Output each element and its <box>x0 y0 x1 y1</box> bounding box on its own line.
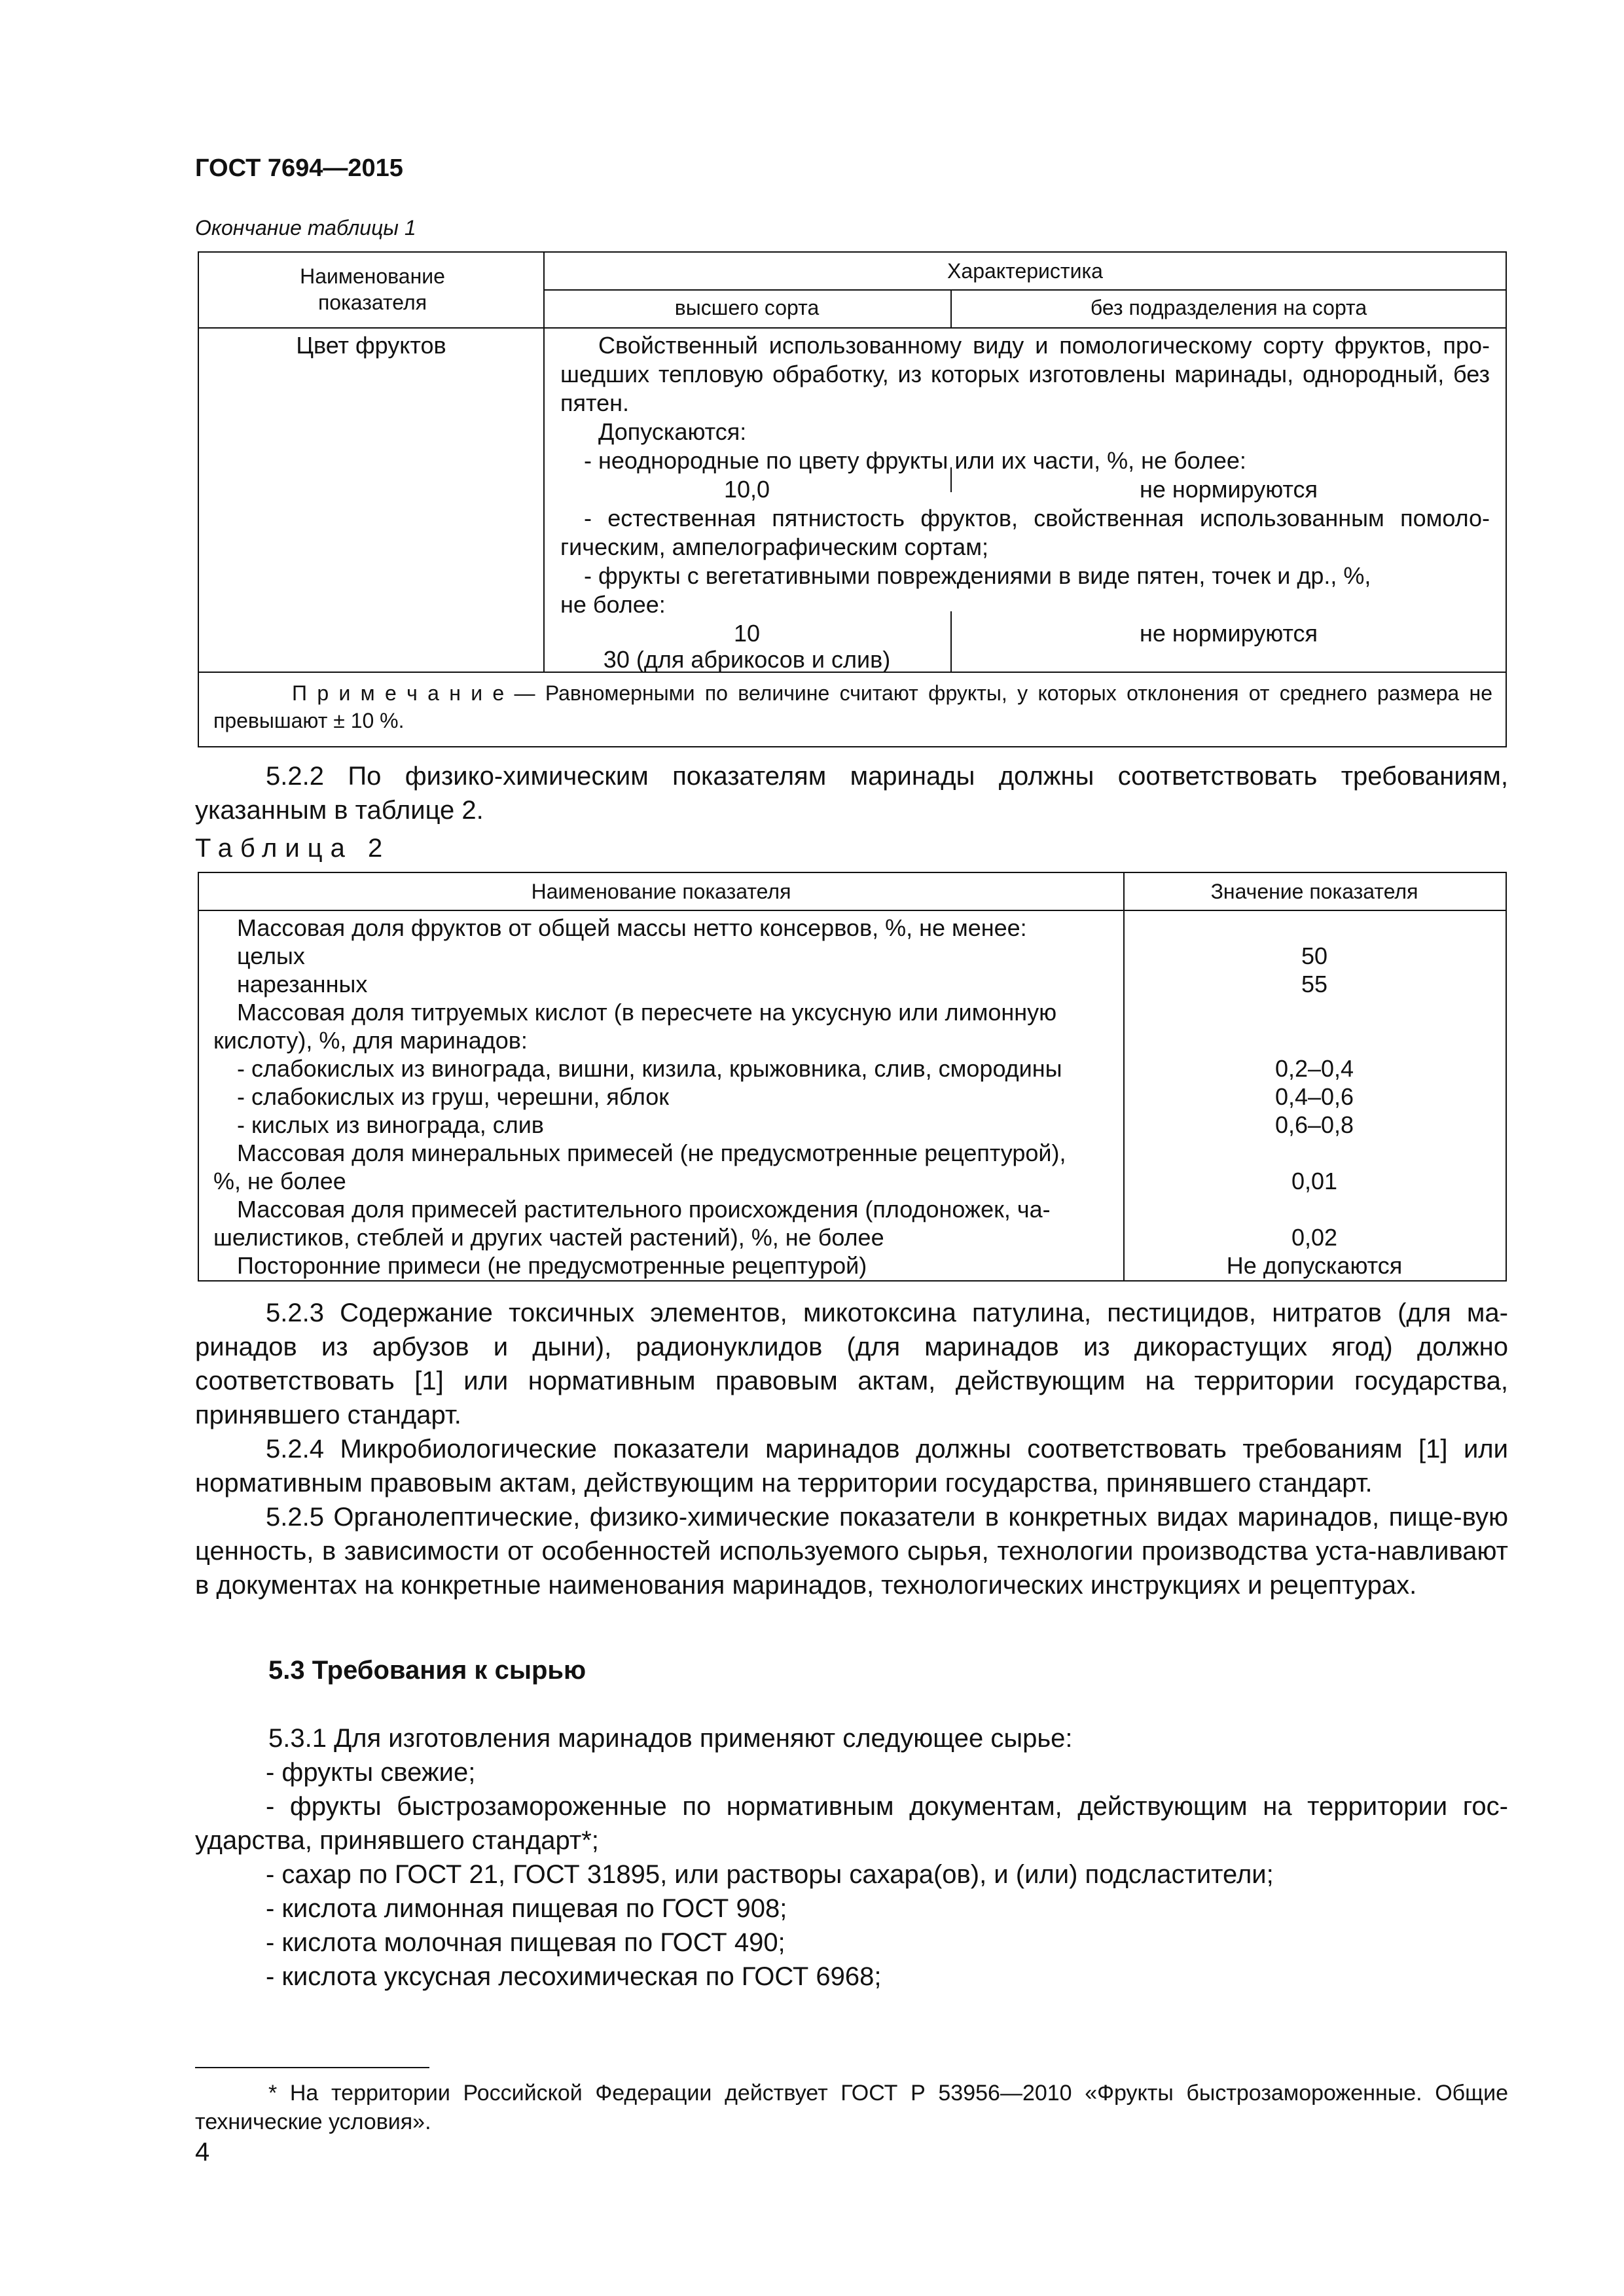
table2-row-name: Массовая доля минеральных примесей (не предусмотренные рецептурой), <box>237 1139 1066 1166</box>
table1-caption: Окончание таблицы 1 <box>195 216 416 240</box>
table2-col-value: Значение показателя <box>1210 880 1418 903</box>
table2-row-value: 0,6–0,8 <box>1274 1111 1354 1138</box>
paragraph-5-2-4: 5.2.4 Микробиологические показатели маринадов должны соответствовать требованиям [1] или нормативным правовым актам, действующим на территории государства, принявшего стандарт. <box>195 1435 1508 1498</box>
table1-desc-p4: - естественная пятнистость фруктов, свойственная использованным помоло-гическим, ампелографическим сортам; <box>560 505 1490 560</box>
table2-row-value: 0,2–0,4 <box>1274 1055 1354 1082</box>
table1-value-1a: 10,0 <box>723 476 770 503</box>
table2-row-value: Не допускаются <box>1226 1252 1403 1279</box>
table2-row-name: нарезанных <box>237 971 368 997</box>
table2-col-name: Наименование показателя <box>531 880 791 903</box>
table2-row-value: 0,4–0,6 <box>1274 1083 1354 1110</box>
table1-col-name: Наименование показателя <box>300 264 445 314</box>
list-item: - кислота молочная пищевая по ГОСТ 490; <box>266 1928 785 1957</box>
paragraph-5-2-2: 5.2.2 По физико-химическим показателям маринады должны соответствовать требованиям, указанным в таблице 2. <box>195 762 1508 825</box>
page-number: 4 <box>195 2138 210 2166</box>
table2-row-name: Посторонние примеси (не предусмотренные рецептурой) <box>237 1252 867 1279</box>
table1-value-2a: 10 <box>733 620 761 647</box>
table1-note: П р и м е ч а н и е — Равномерными по величине считают фрукты, у которых отклонения от среднего размера не превышают ± 10 %. <box>213 681 1492 732</box>
footnote: * На территории Российской Федерации действует ГОСТ Р 53956—2010 «Фрукты быстрозамороженные. Общие технические условия». <box>195 2081 1508 2134</box>
table2 <box>198 872 1507 1282</box>
table2-row-name: Массовая доля титруемых кислот (в пересчете на уксусную или лимонную <box>237 999 1057 1026</box>
list-item: - кислота уксусная лесохимическая по ГОСТ 6968; <box>266 1962 882 1991</box>
table2-row-name: Массовая доля примесей растительного происхождения (плодоножек, ча- <box>237 1196 1051 1223</box>
table2-row-value: 50 <box>1301 942 1328 969</box>
table1-value-2a-apricot: 30 (для абрикосов и слив) <box>603 646 891 673</box>
raw-materials-list <box>195 1755 1508 1994</box>
table1-col-characteristic: Характеристика <box>947 259 1103 283</box>
table2-row-name: - слабокислых из винограда, вишни, кизила, крыжовника, слив, смородины <box>237 1055 1062 1082</box>
table2-row-value: 0,01 <box>1291 1168 1338 1194</box>
paragraph-5-2-3: 5.2.3 Содержание токсичных элементов, микотоксина патулина, пестицидов, нитратов (для ма-ринадов из арбузов и дыни), радионуклидов (для маринадов из дикорастущих ягод) должно соответствовать [1] или нормативным правовым актам, действующим на территории государства, принявшего стандарт. <box>195 1299 1508 1429</box>
footnote-rule <box>195 2067 429 2068</box>
paragraph-5-3-1: 5.3.1 Для изготовления маринадов применяют следующее сырье: <box>268 1724 1073 1753</box>
document-header: ГОСТ 7694—2015 <box>195 154 403 182</box>
table2-row-name: %, не более <box>213 1168 346 1194</box>
list-item: - кислота лимонная пищевая по ГОСТ 908; <box>266 1894 787 1923</box>
table1-col-high-grade: высшего сорта <box>674 296 820 319</box>
table1-desc-p5a: - фрукты с вегетативными повреждениями в виде пятен, точек и др., %, <box>584 562 1371 589</box>
table2-row-name: - слабокислых из груш, черешни, яблок <box>237 1083 670 1110</box>
table2-row-value: 0,02 <box>1291 1224 1338 1251</box>
table2-row-name: целых <box>237 942 305 969</box>
table1-desc-p1: Свойственный использованному виду и помологическому сорту фруктов, про-шедших тепловую обработку, из которых изготовлены маринады, однородный, без пятен. <box>560 332 1490 416</box>
table2-row-name: кислоту), %, для маринадов: <box>213 1027 528 1054</box>
table1-desc-p2: Допускаются: <box>598 418 747 445</box>
table2-row-value: 55 <box>1301 971 1328 997</box>
table1-desc-p5b: не более: <box>560 591 666 618</box>
list-item: - фрукты свежие; <box>266 1758 476 1787</box>
table1-col-no-grade: без подразделения на сорта <box>1090 296 1367 319</box>
table2-row-name: шелистиков, стеблей и других частей растений), %, не более <box>213 1224 884 1251</box>
table1-value-1b: не нормируются <box>1139 476 1318 503</box>
table2-row-name: - кислых из винограда, слив <box>237 1111 544 1138</box>
table1-desc-p3: - неоднородные по цвету фрукты или их части, %, не более: <box>584 447 1246 474</box>
table1-value-2b: не нормируются <box>1139 620 1318 647</box>
table1 <box>198 251 1507 747</box>
list-item: - фрукты быстрозамороженные по нормативным документам, действующим на территории гос-ударства, принявшего стандарт*; <box>195 1792 1508 1855</box>
paragraph-5-2-5: 5.2.5 Органолептические, физико-химические показатели в конкретных видах маринадов, пище-вую ценность, в зависимости от особенностей используемого сырья, технологии производства уста-навливают в документах на конкретные наименования маринадов, технологических инструкциях и рецептурах. <box>195 1503 1508 1600</box>
list-item: - сахар по ГОСТ 21, ГОСТ 31895, или растворы сахара(ов), и (или) подсластители; <box>266 1860 1274 1889</box>
table2-label: Таблица 2 <box>195 834 391 863</box>
section-heading-5-3: 5.3 Требования к сырью <box>268 1656 586 1685</box>
table2-row-name: Массовая доля фруктов от общей массы нетто консервов, %, не менее: <box>237 914 1027 941</box>
table1-row-name: Цвет фруктов <box>296 332 446 359</box>
